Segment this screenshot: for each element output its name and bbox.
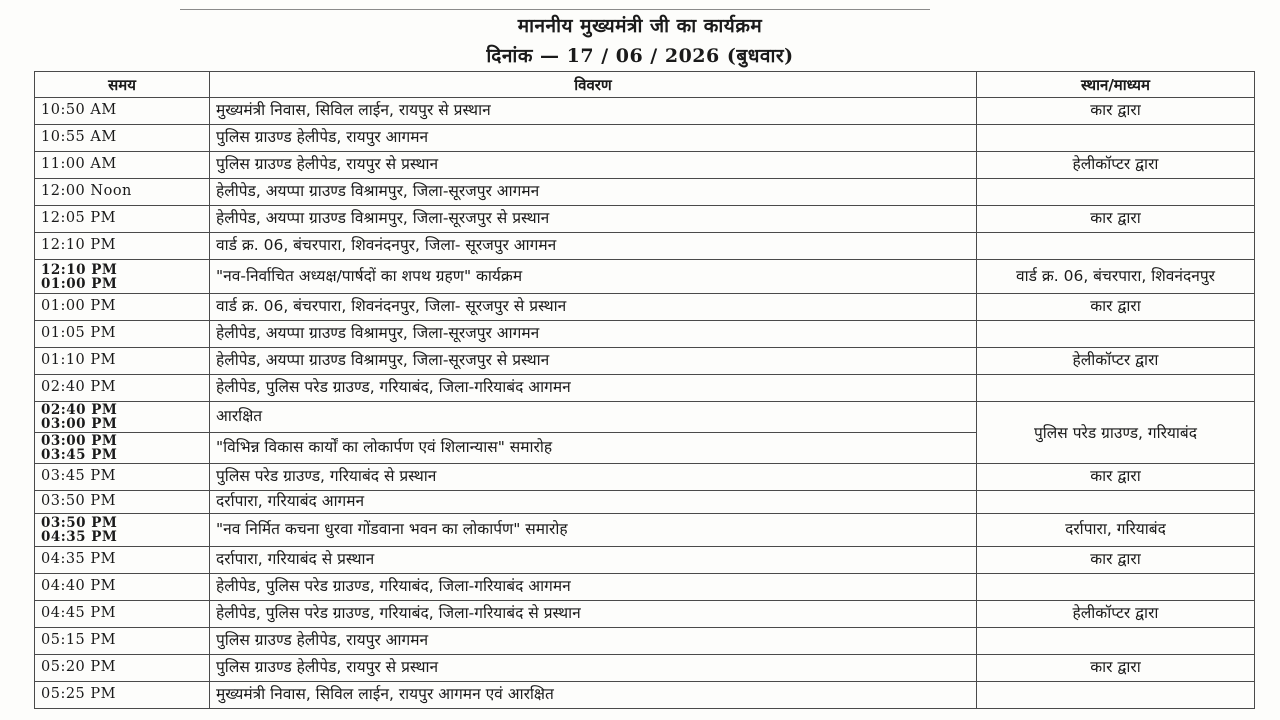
time-end: 01:00 PM bbox=[41, 275, 118, 292]
details-cell: दर्रापारा, गरियाबंद आगमन bbox=[210, 491, 977, 514]
place-cell bbox=[977, 233, 1255, 260]
column-header-time: समय bbox=[35, 72, 210, 98]
table-row bbox=[35, 464, 1255, 491]
details-cell: पुलिस परेड ग्राउण्ड, गरियाबंद से प्रस्थान bbox=[210, 464, 977, 491]
details-cell: पुलिस ग्राउण्ड हेलीपेड, रायपुर आगमन bbox=[210, 125, 977, 152]
column-header-details: विवरण bbox=[210, 72, 977, 98]
details-cell: हेलीपेड, अयप्पा ग्राउण्ड विश्रामपुर, जिला-सूरजपुर से प्रस्थान bbox=[210, 348, 977, 375]
place-cell: वार्ड क्र. 06, बंचरपारा, शिवनंदनपुर bbox=[977, 260, 1255, 294]
time-cell: 03:45 PM bbox=[35, 464, 210, 491]
time-cell: 12:10 PM bbox=[35, 233, 210, 260]
place-cell: हेलीकॉप्टर द्वारा bbox=[977, 348, 1255, 375]
details-cell: हेलीपेड, अयप्पा ग्राउण्ड विश्रामपुर, जिला-सूरजपुर से प्रस्थान bbox=[210, 206, 977, 233]
table-row bbox=[35, 514, 1255, 547]
table-row bbox=[35, 348, 1255, 375]
cropped-header-strip bbox=[180, 0, 930, 10]
details-cell: पुलिस ग्राउण्ड हेलीपेड, रायपुर से प्रस्थान bbox=[210, 152, 977, 179]
table-row bbox=[35, 206, 1255, 233]
table-row bbox=[35, 294, 1255, 321]
place-cell bbox=[977, 628, 1255, 655]
table-row bbox=[35, 574, 1255, 601]
place-cell bbox=[977, 179, 1255, 206]
time-range-cell bbox=[35, 260, 210, 294]
place-cell: कार द्वारा bbox=[977, 206, 1255, 233]
time-cell: 05:25 PM bbox=[35, 682, 210, 709]
page-title: माननीय मुख्यमंत्री जी का कार्यक्रम bbox=[517, 15, 763, 37]
details-cell: आरक्षित bbox=[210, 402, 977, 433]
time-range-cell bbox=[35, 402, 210, 433]
details-cell: "विभिन्न विकास कार्यों का लोकार्पण एवं शिलान्यास" समारोह bbox=[210, 433, 977, 464]
date-line: दिनांक — 17 / 06 / 2026 (बुधवार) bbox=[486, 45, 794, 67]
time-cell: 03:50 PM bbox=[35, 491, 210, 514]
time-start: 03:50 PM bbox=[41, 515, 118, 531]
place-cell: दर्रापारा, गरियाबंद bbox=[977, 514, 1255, 547]
details-cell: हेलीपेड, पुलिस परेड ग्राउण्ड, गरियाबंद, जिला-गरियाबंद से प्रस्थान bbox=[210, 601, 977, 628]
details-cell: दर्रापारा, गरियाबंद से प्रस्थान bbox=[210, 547, 977, 574]
details-cell: वार्ड क्र. 06, बंचरपारा, शिवनंदनपुर, जिला- सूरजपुर आगमन bbox=[210, 233, 977, 260]
place-cell bbox=[977, 125, 1255, 152]
time-range-cell bbox=[35, 433, 210, 464]
table-header-row bbox=[35, 72, 1255, 98]
place-cell: कार द्वारा bbox=[977, 547, 1255, 574]
details-cell: हेलीपेड, अयप्पा ग्राउण्ड विश्रामपुर, जिला-सूरजपुर आगमन bbox=[210, 179, 977, 206]
time-cell: 01:05 PM bbox=[35, 321, 210, 348]
table-row bbox=[35, 682, 1255, 709]
place-cell: कार द्वारा bbox=[977, 294, 1255, 321]
time-start: 03:00 PM bbox=[41, 433, 118, 449]
place-cell: पुलिस परेड ग्राउण्ड, गरियाबंद bbox=[977, 402, 1255, 464]
table-row bbox=[35, 98, 1255, 125]
time-cell: 10:50 AM bbox=[35, 98, 210, 125]
place-cell bbox=[977, 375, 1255, 402]
details-cell: हेलीपेड, पुलिस परेड ग्राउण्ड, गरियाबंद, जिला-गरियाबंद आगमन bbox=[210, 375, 977, 402]
schedule-table bbox=[34, 71, 1255, 709]
time-cell: 10:55 AM bbox=[35, 125, 210, 152]
time-end: 03:45 PM bbox=[41, 447, 118, 463]
details-cell: पुलिस ग्राउण्ड हेलीपेड, रायपुर से प्रस्थान bbox=[210, 655, 977, 682]
time-cell: 01:10 PM bbox=[35, 348, 210, 375]
place-cell: कार द्वारा bbox=[977, 655, 1255, 682]
time-cell: 11:00 AM bbox=[35, 152, 210, 179]
place-cell bbox=[977, 321, 1255, 348]
table-row bbox=[35, 375, 1255, 402]
table-row bbox=[35, 152, 1255, 179]
time-end: 04:35 PM bbox=[41, 529, 118, 545]
table-row bbox=[35, 125, 1255, 152]
time-cell: 12:05 PM bbox=[35, 206, 210, 233]
table-row bbox=[35, 321, 1255, 348]
details-cell: "नव-निर्वाचित अध्यक्ष/पार्षदों का शपथ ग्रहण" कार्यक्रम bbox=[210, 260, 977, 294]
place-cell: हेलीकॉप्टर द्वारा bbox=[977, 601, 1255, 628]
table-row bbox=[35, 233, 1255, 260]
place-cell bbox=[977, 491, 1255, 514]
place-cell: कार द्वारा bbox=[977, 98, 1255, 125]
column-header-place: स्थान/माध्यम bbox=[977, 72, 1255, 98]
details-cell: वार्ड क्र. 06, बंचरपारा, शिवनंदनपुर, जिला- सूरजपुर से प्रस्थान bbox=[210, 294, 977, 321]
time-cell: 12:00 Noon bbox=[35, 179, 210, 206]
table-row bbox=[35, 491, 1255, 514]
time-cell: 04:35 PM bbox=[35, 547, 210, 574]
details-cell: मुख्यमंत्री निवास, सिविल लाईन, रायपुर से प्रस्थान bbox=[210, 98, 977, 125]
time-cell: 04:45 PM bbox=[35, 601, 210, 628]
details-cell: हेलीपेड, पुलिस परेड ग्राउण्ड, गरियाबंद, जिला-गरियाबंद आगमन bbox=[210, 574, 977, 601]
details-cell: पुलिस ग्राउण्ड हेलीपेड, रायपुर आगमन bbox=[210, 628, 977, 655]
table-row bbox=[35, 547, 1255, 574]
time-range-cell bbox=[35, 514, 210, 547]
time-cell: 02:40 PM bbox=[35, 375, 210, 402]
place-cell bbox=[977, 574, 1255, 601]
time-cell: 04:40 PM bbox=[35, 574, 210, 601]
time-cell: 05:20 PM bbox=[35, 655, 210, 682]
table-row bbox=[35, 655, 1255, 682]
table-row bbox=[35, 179, 1255, 206]
time-start: 02:40 PM bbox=[41, 402, 118, 418]
table-row bbox=[35, 601, 1255, 628]
place-cell: कार द्वारा bbox=[977, 464, 1255, 491]
time-end: 03:00 PM bbox=[41, 416, 118, 432]
table-row bbox=[35, 260, 1255, 294]
time-cell: 01:00 PM bbox=[35, 294, 210, 321]
table-row bbox=[35, 628, 1255, 655]
details-cell: मुख्यमंत्री निवास, सिविल लाईन, रायपुर आगमन एवं आरक्षित bbox=[210, 682, 977, 709]
place-cell: हेलीकॉप्टर द्वारा bbox=[977, 152, 1255, 179]
time-start: 12:10 PM bbox=[41, 261, 118, 278]
details-cell: "नव निर्मित कचना धुरवा गोंडवाना भवन का लोकार्पण" समारोह bbox=[210, 514, 977, 547]
time-cell: 05:15 PM bbox=[35, 628, 210, 655]
table-row bbox=[35, 402, 1255, 433]
details-cell: हेलीपेड, अयप्पा ग्राउण्ड विश्रामपुर, जिला-सूरजपुर आगमन bbox=[210, 321, 977, 348]
place-cell bbox=[977, 682, 1255, 709]
